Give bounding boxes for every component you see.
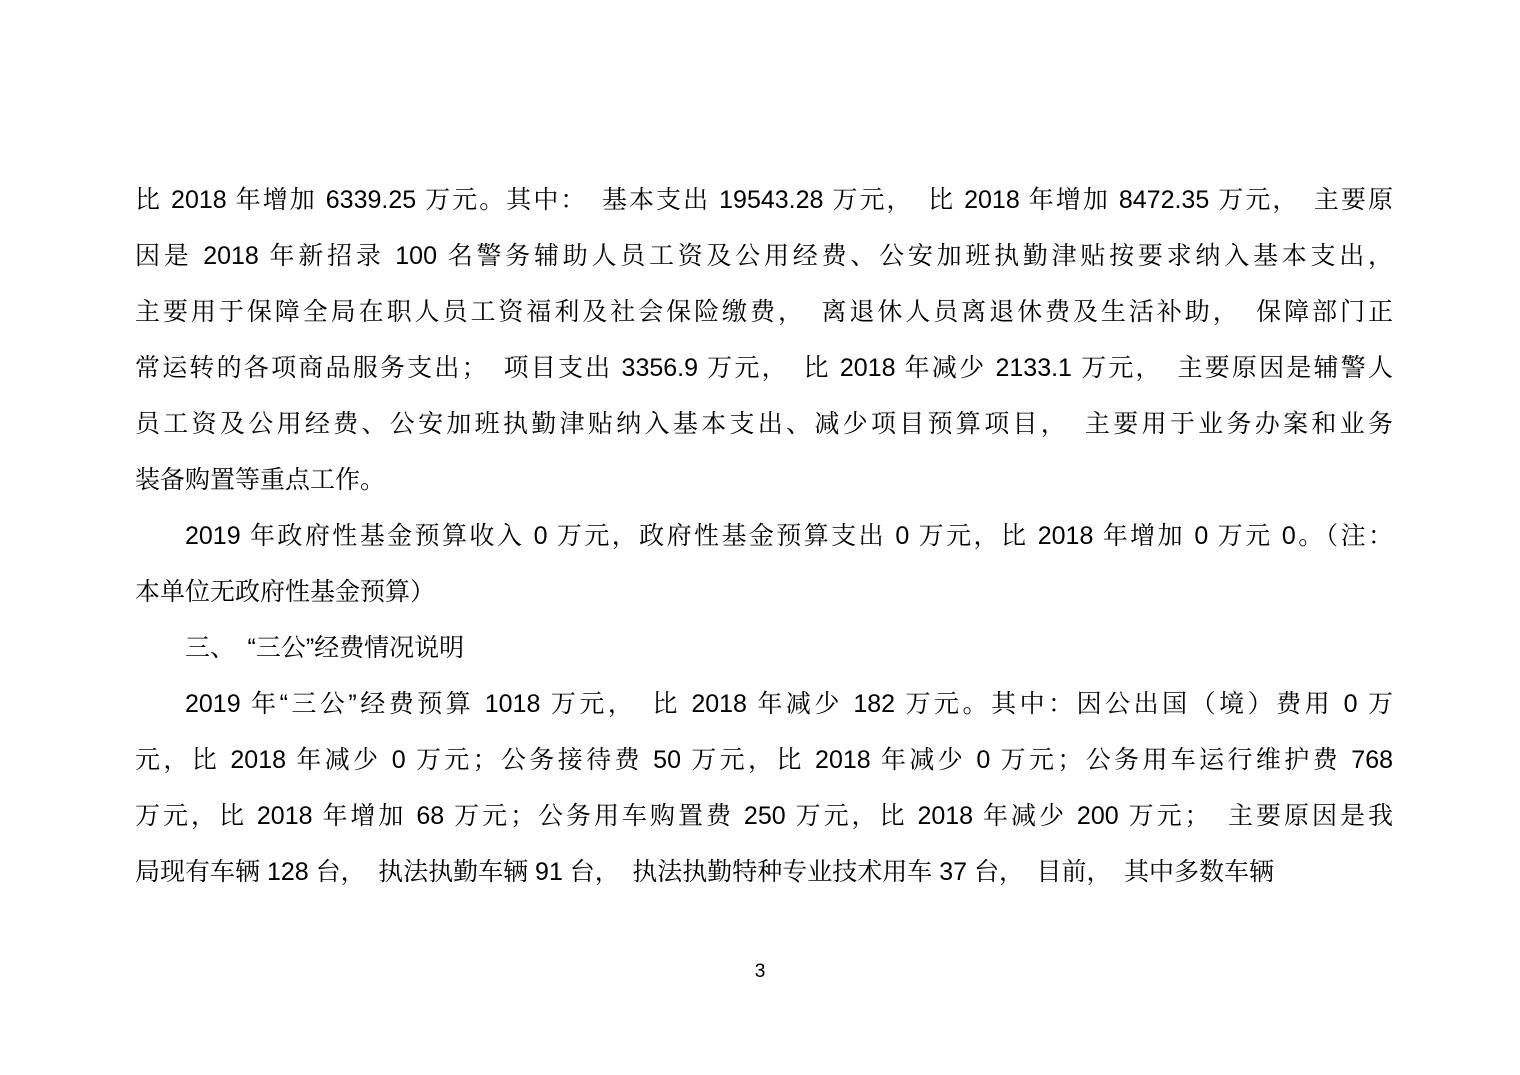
page-number: 3 <box>754 961 766 982</box>
paragraph-line: 员工资及公用经费、公安加班执勤津贴纳入基本支出、减少项目预算项目， 主要用于业务办案和业务 <box>135 410 1393 438</box>
paragraph-line: 万元，比 2018 年增加 68 万元；公务用车购置费 250 万元，比 2018 年减少 200 万元； 主要原因是我 <box>135 802 1393 830</box>
paragraph-line: 比 2018 年增加 6339.25 万元。其中： 基本支出 19543.28 万元， 比 2018 年增加 8472.35 万元， 主要原 <box>135 186 1393 214</box>
paragraph-line: 局现有车辆 128 台， 执法执勤车辆 91 台， 执法执勤特种专业技术用车 37 台， 目前， 其中多数车辆 <box>135 858 1275 886</box>
paragraph-line: 本单位无政府性基金预算） <box>135 578 436 606</box>
document-body <box>135 172 1393 900</box>
paragraph-line: 常运转的各项商品服务支出； 项目支出 3356.9 万元， 比 2018 年减少 2133.1 万元， 主要原因是辅警人 <box>135 354 1393 382</box>
paragraph-line: 主要用于保障全局在职人员工资福利及社会保险缴费， 离退休人员离退休费及生活补助， 保障部门正 <box>135 298 1393 326</box>
paragraph-line: 装备购置等重点工作。 <box>135 466 386 494</box>
paragraph-line: 2019 年政府性基金预算收入 0 万元，政府性基金预算支出 0 万元，比 2018 年增加 0 万元 0。（注： <box>185 522 1393 550</box>
section-heading: 三、 “三公”经费情况说明 <box>185 634 465 662</box>
paragraph-line: 2019 年“三公”经费预算 1018 万元， 比 2018 年减少 182 万元。其中：因公出国（境）费用 0 万 <box>185 690 1393 718</box>
paragraph-line: 元，比 2018 年减少 0 万元；公务接待费 50 万元，比 2018 年减少 0 万元；公务用车运行维护费 768 <box>135 746 1393 774</box>
paragraph-line: 因是 2018 年新招录 100 名警务辅助人员工资及公用经费、公安加班执勤津贴按要求纳入基本支出， <box>135 242 1393 270</box>
